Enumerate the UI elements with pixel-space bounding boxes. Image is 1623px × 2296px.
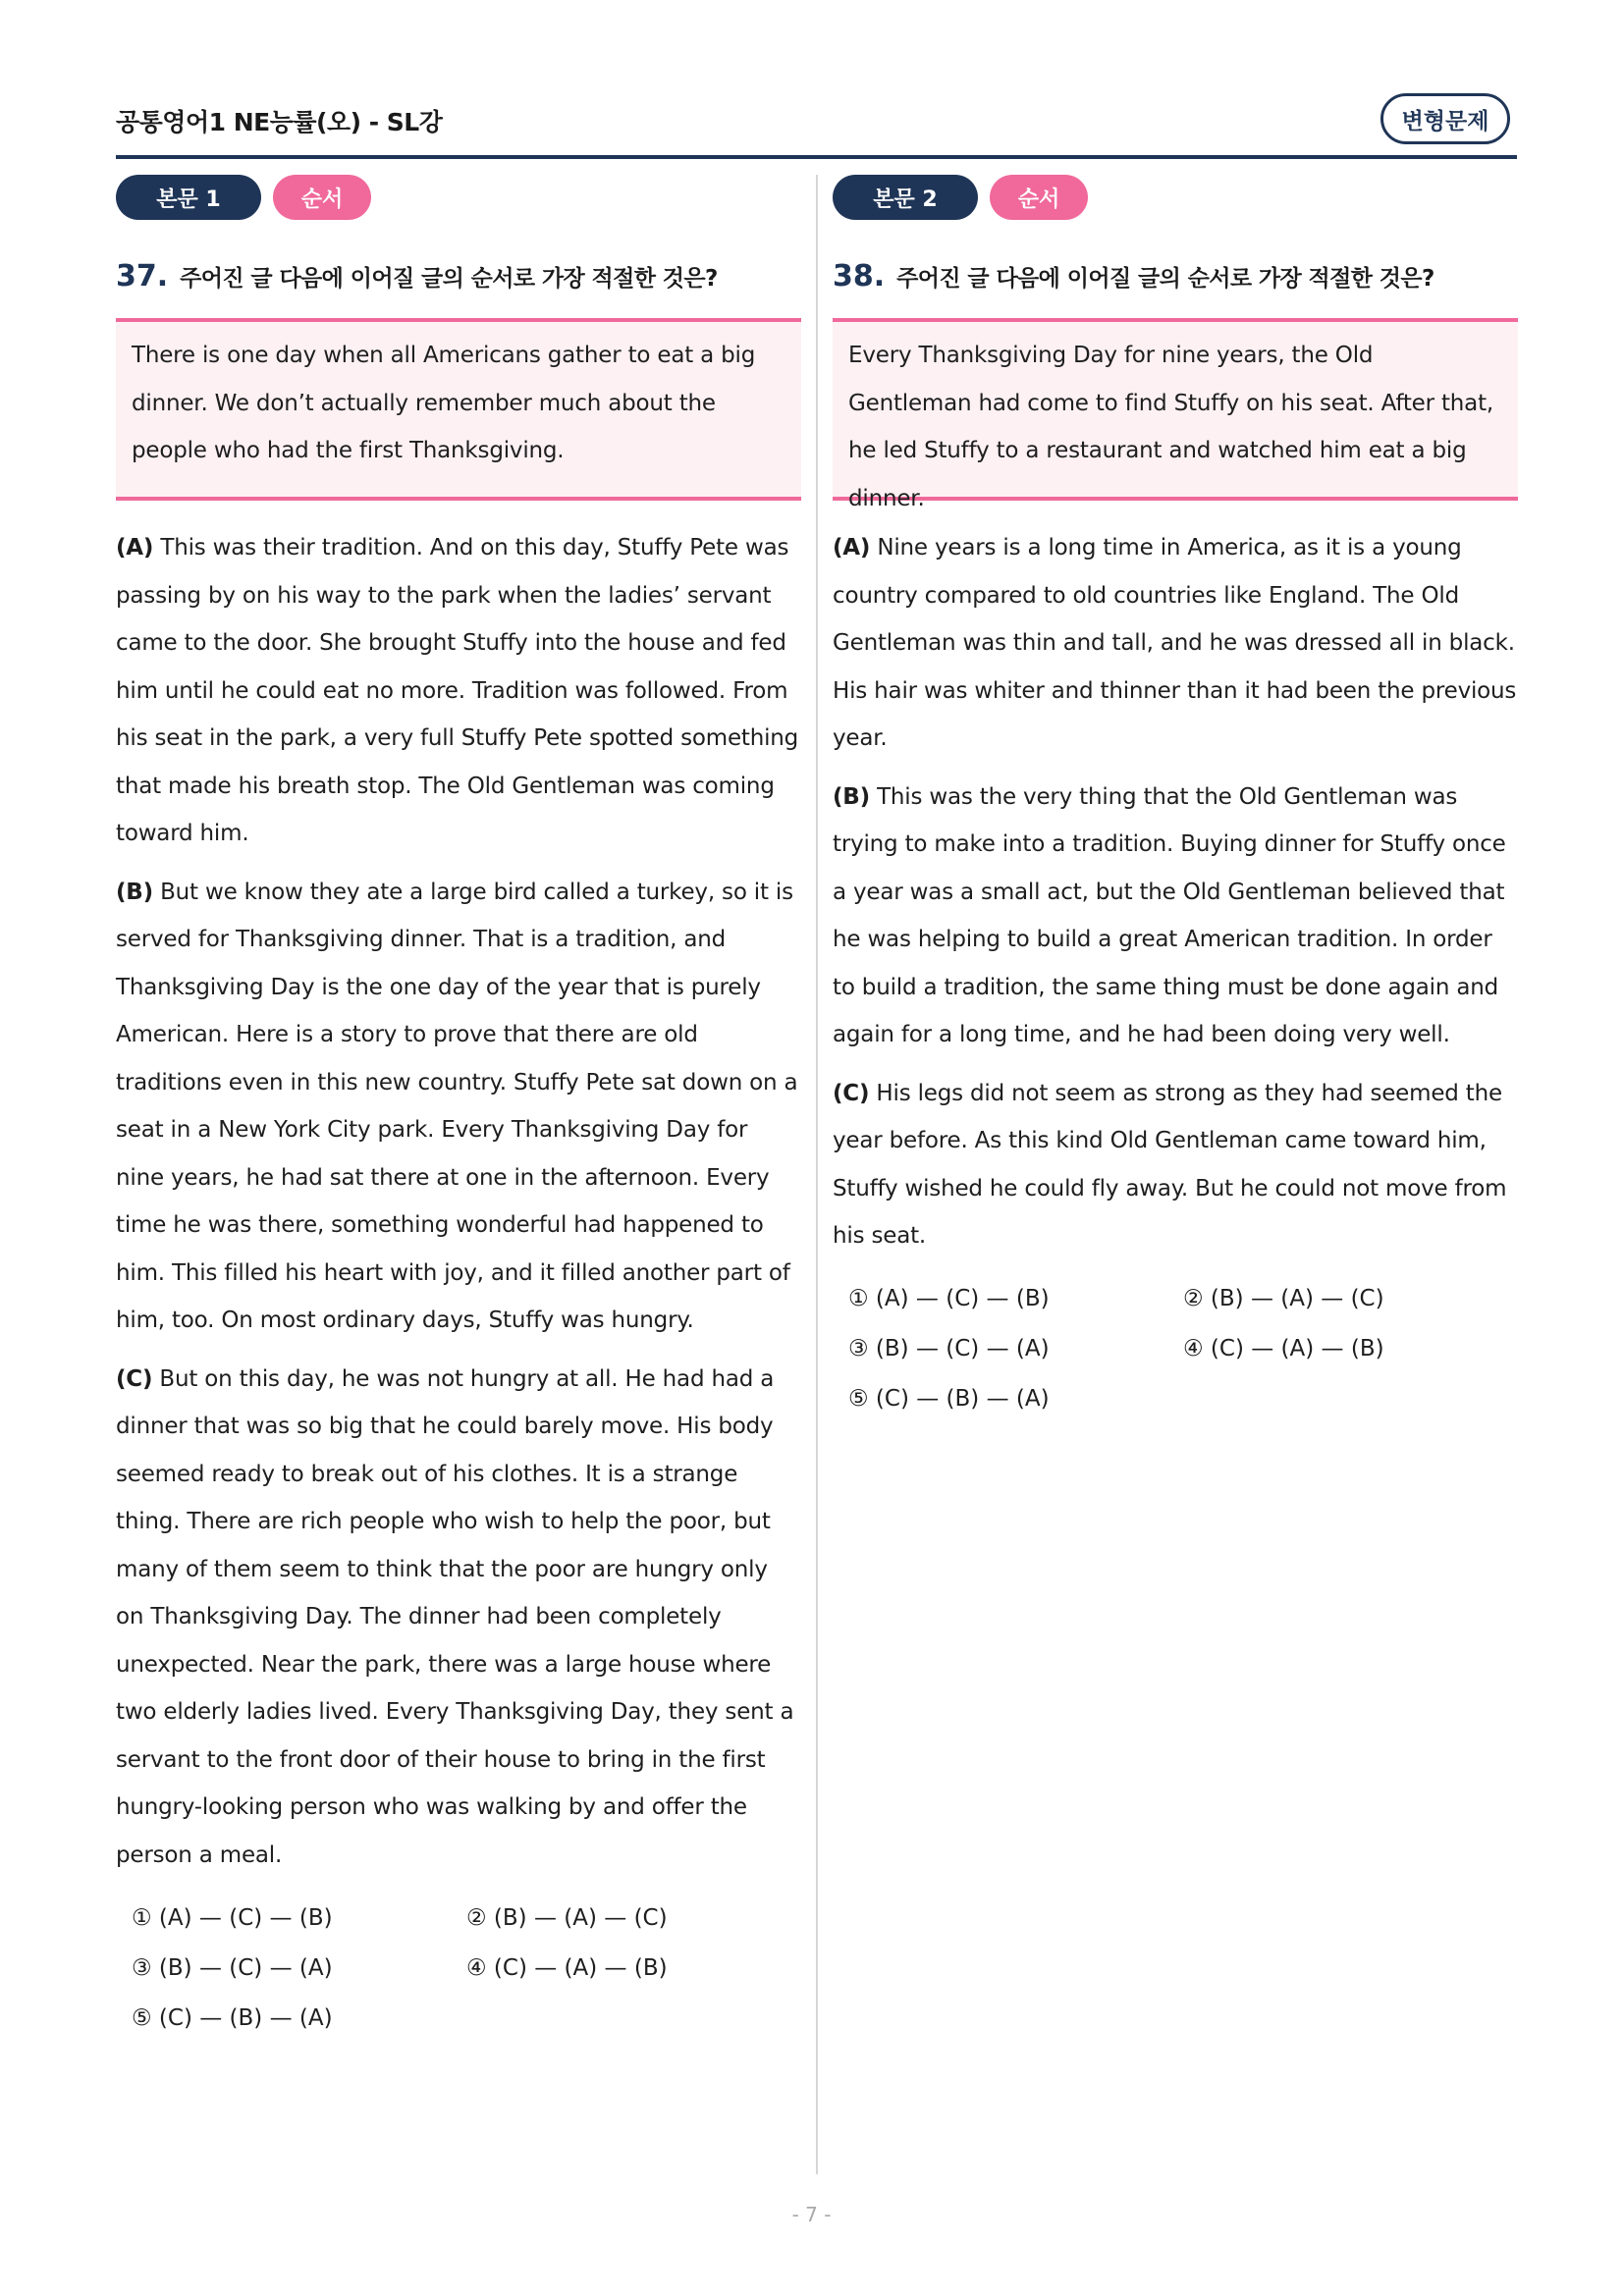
question-heading xyxy=(833,259,1518,300)
paragraph-b xyxy=(116,869,801,1345)
column-divider xyxy=(816,175,818,2174)
paragraph-c xyxy=(833,1070,1518,1260)
given-passage: Every Thanksgiving Day for nine years, the Old Gentleman had come to find Stuffy on his seat. After that, he led Stuffy to a restaurant and watched him eat a big dinner. xyxy=(833,318,1518,501)
paragraph-label: (C) xyxy=(833,1080,870,1106)
choice-4[interactable]: ④ (C) — (A) — (B) xyxy=(1183,1336,1384,1362)
question-heading xyxy=(116,259,801,300)
answer-choices xyxy=(833,1274,1518,1424)
choice-1[interactable]: ① (A) — (C) — (B) xyxy=(848,1286,1050,1311)
document-title: 공통영어1 NE능률(오) - SL강 xyxy=(116,108,443,136)
choice-1[interactable]: ① (A) — (C) — (B) xyxy=(132,1904,333,1931)
choice-3[interactable]: ③ (B) — (C) — (A) xyxy=(132,1954,333,1981)
paragraph-text: This was their tradition. And on this day, Stuffy Pete was passing by on his way to the park when the ladies’ servant came to the door. She brought Stuffy into the house and fed him until he could eat no more. Tradition was followed. From his seat in the park, a very full Stuffy Pete spotted something that made his breath stop. The Old Gentleman was coming toward him. xyxy=(116,535,799,846)
question-tags xyxy=(833,175,1518,222)
paragraph-text: His legs did not seem as strong as they had seemed the year before. As this kind Old Gentleman came toward him, Stuffy wished he could fly away. But he could not move from his seat. xyxy=(833,1080,1507,1249)
paragraph-text: This was the very thing that the Old Gentleman was trying to make into a tradition. Buying dinner for Stuffy once a year was a small act, but the Old Gentleman believed that he was helping to build a great American tradition. In order to build a tradition, the same thing must be done again and again for a long time, and he had been doing very well. xyxy=(833,783,1506,1047)
paragraph-label: (C) xyxy=(116,1365,153,1392)
passage-tag: 본문 2 xyxy=(833,175,978,220)
paragraph-c xyxy=(116,1356,801,1880)
choice-2[interactable]: ② (B) — (A) — (C) xyxy=(1183,1286,1384,1311)
question-number: 38. xyxy=(833,259,886,294)
question-prompt: 주어진 글 다음에 이어질 글의 순서로 가장 적절한 것은? xyxy=(896,266,1434,292)
question-37-column xyxy=(116,175,801,2043)
paragraph-label: (A) xyxy=(833,535,871,561)
question-tags xyxy=(116,175,801,222)
question-prompt: 주어진 글 다음에 이어질 글의 순서로 가장 적절한 것은? xyxy=(180,266,718,292)
paragraph-label: (B) xyxy=(116,879,153,905)
choice-4[interactable]: ④ (C) — (A) — (B) xyxy=(466,1954,668,1981)
paragraph-label: (B) xyxy=(833,783,870,810)
choice-2[interactable]: ② (B) — (A) — (C) xyxy=(466,1904,668,1931)
paragraph-b xyxy=(833,774,1518,1059)
given-passage: There is one day when all Americans gather to eat a big dinner. We don’t actually remember much about the people who had the first Thanksgiving. xyxy=(116,318,801,501)
paragraph-text: But we know they ate a large bird called a turkey, so it is served for Thanksgiving dinner. That is a tradition, and Thanksgiving Day is the one day of the year that is purely American. Here is a story to prove that there are old traditions even in this new country. Stuffy Pete sat down on a seat in a New York City park. Every Thanksgiving Day for nine years, he had sat there at one in the afternoon. Every time he was there, something wonderful had happened to him. This filled his heart with joy, and it filled another part of him, too. On most ordinary days, Stuffy was hungry. xyxy=(116,879,798,1333)
paragraph-a xyxy=(833,524,1518,763)
header-rule xyxy=(116,155,1517,159)
question-type-tag: 순서 xyxy=(273,175,371,220)
page-number: - 7 - xyxy=(791,2203,832,2226)
choice-5[interactable]: ⑤ (C) — (B) — (A) xyxy=(848,1386,1050,1412)
variant-badge: 변형문제 xyxy=(1380,93,1510,144)
question-type-tag: 순서 xyxy=(990,175,1088,220)
choice-5[interactable]: ⑤ (C) — (B) — (A) xyxy=(132,2004,333,2031)
question-38-column xyxy=(833,175,1518,1424)
paragraph-text: But on this day, he was not hungry at all. He had had a dinner that was so big that he could barely move. His body seemed ready to break out of his clothes. It is a strange thing. There are rich people who wish to help the poor, but many of them seem to think that the poor are hungry only on Thanksgiving Day. The dinner had been completely unexpected. Near the park, there was a large house where two elderly ladies lived. Every Thanksgiving Day, they sent a servant to the front door of their house to bring in the first hungry-looking person who was walking by and offer the person a meal. xyxy=(116,1365,794,1868)
answer-choices xyxy=(116,1893,801,2043)
paragraph-label: (A) xyxy=(116,535,154,561)
question-number: 37. xyxy=(116,259,169,294)
paragraph-a xyxy=(116,524,801,858)
paragraph-text: Nine years is a long time in America, as it is a young country compared to old countries like England. The Old Gentleman was thin and tall, and he was dressed all in black. His hair was whiter and thinner than it had been the previous year. xyxy=(833,535,1517,751)
choice-3[interactable]: ③ (B) — (C) — (A) xyxy=(848,1336,1050,1362)
passage-tag: 본문 1 xyxy=(116,175,261,220)
